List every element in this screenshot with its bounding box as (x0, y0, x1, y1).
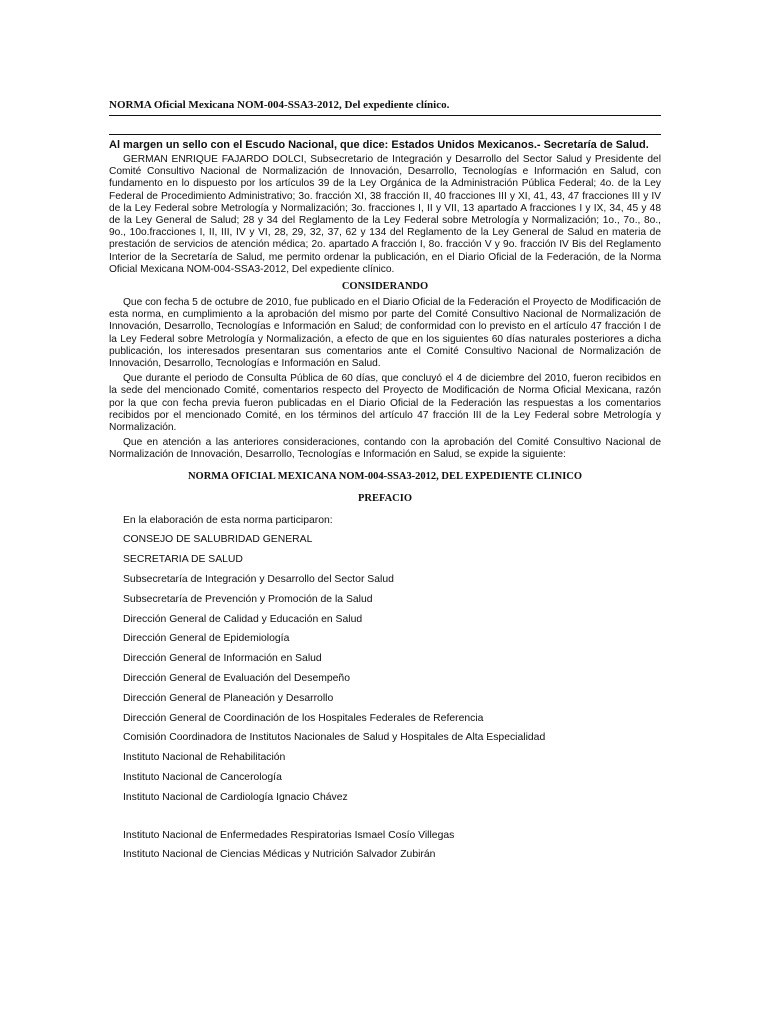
spacer (109, 808, 661, 826)
participant-item: Instituto Nacional de Enfermedades Respiratorias Ismael Cosío Villegas (123, 829, 455, 841)
norma-heading: NORMA OFICIAL MEXICANA NOM-004-SSA3-2012, DEL EXPEDIENTE CLINICO (187, 470, 583, 482)
intro-paragraph: GERMAN ENRIQUE FAJARDO DOLCI, Subsecretario de Integración y Desarrollo del Sector Salud y Presidente del Comité Consultivo Nacional de Normalización de Innovación, Desarrollo, Tecnologías e Información en Salud, con fundamento en lo dispuesto por los artículos 39 de la Ley Orgánica de la Administración Pública Federal; 4o. de la Ley Federal de Procedimiento Administrativo; 3o. fracción XI, 38 fracción II, 40 fracciones III y XI, 41, 43, 47 fracciones III y IV de la Ley Federal sobre Metrología y Normalización; 3o. fracciones I, II y VII, 13 apartado A fracciones I y IX, 34, 45 y 48 de la Ley General de Salud; 28 y 34 del Reglamento de la Ley Federal sobre Metrología y Normalización; 1o., 7o., 8o., 9o., 10o.fracciones I, II, III, IV y VI, 28, 29, 32, 37, 62 y 134 del Reglamento de la Ley General de Salud en materia de prestación de servicios de atención médica; 2o. apartado A fracción I, 8o. fracción V y 9o. fracción IV Bis del Reglamento Interior de la Secretaría de Salud, me permito ordenar la publicación, en el Diario Oficial de la Federación, de la Norma Oficial Mexicana NOM-004-SSA3-2012, Del expediente clínico. (109, 154, 661, 275)
considerando-heading: CONSIDERANDO (341, 281, 429, 293)
considerando-paragraph-1: Que con fecha 5 de octubre de 2010, fue publicado en el Diario Oficial de la Federación el Proyecto de Modificación de esta norma, en cumplimiento a la aprobación del mismo por parte del Comité Consultivo Nacional de Normalización de Innovación, Desarrollo, Tecnologías e Información en Salud; de conformidad con lo previsto en el artículo 47 fracción I de la Ley Federal sobre Metrología y Normalización, a efecto de que en los siguientes 60 días naturales posteriores a dicha publicación, los interesados presentaran sus comentarios ante el Comité Consultivo Nacional de Normalización de Innovación, Desarrollo, Tecnologías e Información en Salud. (109, 297, 661, 370)
participant-item: Dirección General de Calidad y Educación en Salud (123, 613, 363, 625)
participant-item: CONSEJO DE SALUBRIDAD GENERAL (123, 534, 313, 546)
participant-item: Instituto Nacional de Rehabilitación (123, 752, 286, 764)
participant-item: Instituto Nacional de Ciencias Médicas y Nutrición Salvador Zubirán (123, 849, 436, 861)
participant-item: Dirección General de Información en Salud (123, 653, 322, 665)
document-page (109, 98, 661, 865)
participant-item: Subsecretaría de Prevención y Promoción de la Salud (123, 593, 373, 605)
prefacio-heading: PREFACIO (357, 492, 413, 504)
considerando-paragraph-3: Que en atención a las anteriores consideraciones, contando con la aprobación del Comité Consultivo Nacional de Normalización de Innovación, Desarrollo, Tecnologías e Información en Salud, se expide la siguiente: (109, 437, 661, 461)
participant-item: Subsecretaría de Integración y Desarrollo del Sector Salud (123, 574, 394, 586)
running-head: NORMA Oficial Mexicana NOM-004-SSA3-2012, Del expediente clínico. (109, 98, 661, 116)
participants-intro: En la elaboración de esta norma participaron: (123, 514, 333, 526)
considerando-paragraph-2: Que durante el periodo de Consulta Pública de 60 días, que concluyó el 4 de diciembre del 2010, fueron recibidos en la sede del mencionado Comité, comentarios respecto del Proyecto de Modificación de Norma Oficial Mexicana, razón por la que con fecha previa fueron publicadas en el Diario Oficial de la Federación las respuestas a los comentarios recibidos por el mencionado Comité, en los términos del artículo 47 fracción III de la Ley Federal sobre Metrología y Normalización. (109, 373, 661, 434)
participant-item: SECRETARIA DE SALUD (123, 554, 243, 566)
participants-list (109, 530, 661, 807)
margin-note: Al margen un sello con el Escudo Nacional, que dice: Estados Unidos Mexicanos.- Secretaría de Salud. (109, 134, 661, 152)
participant-item: Instituto Nacional de Cardiología Ignacio Chávez (123, 791, 348, 803)
participant-item: Dirección General de Evaluación del Desempeño (123, 673, 350, 685)
participant-item: Comisión Coordinadora de Institutos Nacionales de Salud y Hospitales de Alta Especialidad (123, 732, 546, 744)
participants-list-continued (109, 826, 661, 866)
participant-item: Dirección General de Planeación y Desarrollo (123, 692, 334, 704)
participant-item: Dirección General de Epidemiología (123, 633, 290, 645)
participant-item: Dirección General de Coordinación de los Hospitales Federales de Referencia (123, 712, 484, 724)
participant-item: Instituto Nacional de Cancerología (123, 772, 282, 784)
